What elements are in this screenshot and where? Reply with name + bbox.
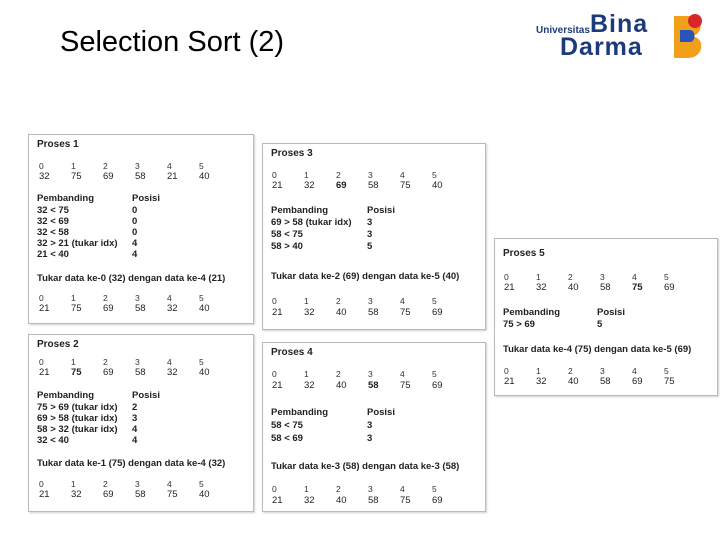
value-cell: 58 bbox=[368, 180, 379, 191]
index-row bbox=[39, 357, 231, 367]
index-row bbox=[39, 479, 231, 489]
value-cell: 58 bbox=[600, 376, 611, 387]
logo-universitas-text: Universitas bbox=[536, 25, 590, 36]
value-cell: 69 bbox=[632, 376, 643, 387]
value-cell: 58 bbox=[368, 495, 379, 506]
comparison-header: Pembanding bbox=[37, 390, 95, 401]
value-cell: 69 bbox=[664, 282, 675, 293]
process-panel-4 bbox=[262, 342, 486, 512]
value-cell: 21 bbox=[504, 376, 515, 387]
index-cell: 1 bbox=[304, 296, 309, 306]
comparison-text: 21 < 40 bbox=[37, 249, 69, 260]
after-values-row bbox=[504, 376, 696, 387]
position-value: 4 bbox=[132, 424, 138, 435]
after-values-row bbox=[39, 489, 231, 500]
index-cell: 5 bbox=[199, 293, 204, 303]
before-values-row bbox=[39, 171, 231, 182]
value-cell: 40 bbox=[199, 303, 210, 314]
index-cell: 5 bbox=[432, 170, 437, 180]
value-cell: 58 bbox=[135, 367, 146, 378]
index-cell: 2 bbox=[103, 479, 108, 489]
value-cell: 58 bbox=[135, 303, 146, 314]
index-cell: 1 bbox=[71, 161, 76, 171]
process-panel-2 bbox=[28, 334, 254, 512]
index-cell: 3 bbox=[135, 357, 140, 367]
logo-darma-text: Darma bbox=[560, 33, 643, 61]
index-cell: 1 bbox=[536, 272, 541, 282]
index-cell: 5 bbox=[664, 272, 669, 282]
value-cell: 40 bbox=[336, 495, 347, 506]
swap-text: Tukar data ke-1 (75) dengan data ke-4 (32) bbox=[37, 458, 226, 469]
panel-header: Proses 4 bbox=[271, 347, 313, 358]
index-cell: 5 bbox=[432, 484, 437, 494]
index-cell: 2 bbox=[103, 357, 108, 367]
value-cell: 21 bbox=[39, 367, 50, 378]
index-cell: 4 bbox=[400, 369, 405, 379]
index-row bbox=[272, 170, 464, 180]
index-row bbox=[272, 369, 464, 379]
value-cell: 32 bbox=[536, 282, 547, 293]
value-cell: 69 bbox=[432, 380, 443, 391]
value-cell: 32 bbox=[536, 376, 547, 387]
position-value: 5 bbox=[367, 241, 373, 252]
slide-title: Selection Sort (2) bbox=[60, 26, 285, 58]
index-cell: 1 bbox=[71, 293, 76, 303]
index-row bbox=[39, 161, 231, 171]
value-cell: 69 bbox=[336, 180, 347, 191]
position-header: Posisi bbox=[367, 407, 395, 418]
comparison-text: 75 > 69 (tukar idx) bbox=[37, 402, 118, 413]
value-cell: 58 bbox=[135, 171, 146, 182]
position-header: Posisi bbox=[597, 307, 625, 318]
index-cell: 3 bbox=[135, 161, 140, 171]
value-cell: 58 bbox=[600, 282, 611, 293]
position-header: Posisi bbox=[367, 205, 395, 216]
position-value: 3 bbox=[367, 217, 373, 228]
swap-text: Tukar data ke-2 (69) dengan data ke-5 (40) bbox=[271, 271, 460, 282]
comparison-text: 32 < 40 bbox=[37, 435, 69, 446]
index-cell: 0 bbox=[39, 161, 44, 171]
value-cell: 69 bbox=[103, 303, 114, 314]
position-value: 0 bbox=[132, 227, 138, 238]
index-cell: 4 bbox=[632, 366, 637, 376]
position-value: 3 bbox=[367, 420, 373, 431]
index-cell: 2 bbox=[336, 484, 341, 494]
position-value: 3 bbox=[367, 433, 373, 444]
index-row bbox=[272, 296, 464, 306]
index-cell: 4 bbox=[167, 293, 172, 303]
position-value: 0 bbox=[132, 205, 138, 216]
swap-text: Tukar data ke-3 (58) dengan data ke-3 (58) bbox=[271, 461, 460, 472]
process-panel-1 bbox=[28, 134, 254, 324]
index-cell: 0 bbox=[272, 484, 277, 494]
logo-bina-text: Bina bbox=[590, 10, 649, 38]
value-cell: 32 bbox=[304, 180, 315, 191]
position-value: 2 bbox=[132, 402, 138, 413]
before-values-row bbox=[504, 282, 696, 293]
index-row bbox=[504, 366, 696, 376]
value-cell: 21 bbox=[504, 282, 515, 293]
comparison-text: 69 > 58 (tukar idx) bbox=[271, 217, 352, 228]
index-cell: 2 bbox=[103, 293, 108, 303]
comparison-text: 32 < 69 bbox=[37, 216, 69, 227]
index-cell: 2 bbox=[336, 296, 341, 306]
value-cell: 75 bbox=[400, 180, 411, 191]
position-header: Posisi bbox=[132, 390, 160, 401]
index-cell: 4 bbox=[400, 484, 405, 494]
value-cell: 40 bbox=[568, 376, 579, 387]
index-cell: 1 bbox=[304, 484, 309, 494]
position-value: 3 bbox=[367, 229, 373, 240]
value-cell: 75 bbox=[167, 489, 178, 500]
comparison-header: Pembanding bbox=[37, 193, 95, 204]
value-cell: 75 bbox=[664, 376, 675, 387]
index-cell: 2 bbox=[336, 170, 341, 180]
comparison-header: Pembanding bbox=[503, 307, 561, 318]
value-cell: 21 bbox=[39, 303, 50, 314]
value-cell: 32 bbox=[304, 307, 315, 318]
process-panel-5 bbox=[494, 238, 718, 396]
index-cell: 5 bbox=[199, 161, 204, 171]
before-values-row bbox=[272, 380, 464, 391]
index-cell: 3 bbox=[368, 369, 373, 379]
value-cell: 32 bbox=[304, 495, 315, 506]
swap-text: Tukar data ke-4 (75) dengan data ke-5 (69) bbox=[503, 344, 692, 355]
index-cell: 5 bbox=[432, 369, 437, 379]
value-cell: 40 bbox=[336, 380, 347, 391]
index-cell: 0 bbox=[272, 369, 277, 379]
comparison-text: 69 > 58 (tukar idx) bbox=[37, 413, 118, 424]
value-cell: 69 bbox=[432, 495, 443, 506]
index-cell: 0 bbox=[39, 357, 44, 367]
value-cell: 69 bbox=[103, 171, 114, 182]
index-row bbox=[272, 484, 464, 494]
index-cell: 4 bbox=[400, 296, 405, 306]
index-cell: 3 bbox=[600, 366, 605, 376]
value-cell: 69 bbox=[432, 307, 443, 318]
index-cell: 5 bbox=[199, 479, 204, 489]
index-cell: 1 bbox=[304, 170, 309, 180]
position-value: 4 bbox=[132, 249, 138, 260]
index-cell: 0 bbox=[504, 272, 509, 282]
index-cell: 1 bbox=[71, 357, 76, 367]
index-cell: 3 bbox=[368, 170, 373, 180]
position-value: 0 bbox=[132, 216, 138, 227]
value-cell: 32 bbox=[39, 171, 50, 182]
value-cell: 75 bbox=[400, 307, 411, 318]
position-header: Posisi bbox=[132, 193, 160, 204]
after-values-row bbox=[39, 303, 231, 314]
index-row bbox=[504, 272, 696, 282]
process-panel-3 bbox=[262, 143, 486, 330]
index-cell: 0 bbox=[504, 366, 509, 376]
value-cell: 40 bbox=[568, 282, 579, 293]
value-cell: 69 bbox=[103, 367, 114, 378]
value-cell: 21 bbox=[167, 171, 178, 182]
index-cell: 4 bbox=[632, 272, 637, 282]
panel-header: Proses 1 bbox=[37, 139, 79, 150]
position-value: 5 bbox=[597, 319, 603, 330]
comparison-text: 58 > 40 bbox=[271, 241, 303, 252]
value-cell: 40 bbox=[199, 171, 210, 182]
comparison-text: 58 < 75 bbox=[271, 229, 303, 240]
logo-emblem-icon bbox=[670, 12, 706, 60]
after-values-row bbox=[272, 495, 464, 506]
value-cell: 40 bbox=[432, 180, 443, 191]
value-cell: 75 bbox=[400, 495, 411, 506]
index-cell: 2 bbox=[103, 161, 108, 171]
index-cell: 2 bbox=[568, 272, 573, 282]
value-cell: 40 bbox=[199, 489, 210, 500]
value-cell: 58 bbox=[368, 307, 379, 318]
before-values-row bbox=[39, 367, 231, 378]
comparison-header: Pembanding bbox=[271, 407, 329, 418]
index-cell: 0 bbox=[272, 296, 277, 306]
panel-header: Proses 5 bbox=[503, 248, 545, 259]
value-cell: 21 bbox=[272, 307, 283, 318]
after-values-row bbox=[272, 307, 464, 318]
comparison-text: 58 < 69 bbox=[271, 433, 303, 444]
value-cell: 58 bbox=[368, 380, 379, 391]
index-cell: 4 bbox=[167, 161, 172, 171]
comparison-text: 32 > 21 (tukar idx) bbox=[37, 238, 118, 249]
swap-text: Tukar data ke-0 (32) dengan data ke-4 (21) bbox=[37, 273, 226, 284]
comparison-text: 58 > 32 (tukar idx) bbox=[37, 424, 118, 435]
index-cell: 1 bbox=[304, 369, 309, 379]
value-cell: 75 bbox=[632, 282, 643, 293]
value-cell: 40 bbox=[199, 367, 210, 378]
value-cell: 75 bbox=[400, 380, 411, 391]
index-cell: 3 bbox=[368, 296, 373, 306]
panel-header: Proses 3 bbox=[271, 148, 313, 159]
university-logo bbox=[532, 10, 710, 62]
index-cell: 0 bbox=[39, 479, 44, 489]
value-cell: 40 bbox=[336, 307, 347, 318]
value-cell: 32 bbox=[304, 380, 315, 391]
index-cell: 2 bbox=[568, 366, 573, 376]
value-cell: 75 bbox=[71, 171, 82, 182]
index-cell: 3 bbox=[135, 479, 140, 489]
comparison-text: 32 < 58 bbox=[37, 227, 69, 238]
value-cell: 21 bbox=[272, 380, 283, 391]
value-cell: 21 bbox=[272, 180, 283, 191]
index-cell: 2 bbox=[336, 369, 341, 379]
index-cell: 0 bbox=[272, 170, 277, 180]
value-cell: 75 bbox=[71, 367, 82, 378]
index-cell: 0 bbox=[39, 293, 44, 303]
before-values-row bbox=[272, 180, 464, 191]
index-cell: 4 bbox=[167, 479, 172, 489]
index-row bbox=[39, 293, 231, 303]
position-value: 4 bbox=[132, 435, 138, 446]
index-cell: 5 bbox=[664, 366, 669, 376]
comparison-header: Pembanding bbox=[271, 205, 329, 216]
value-cell: 58 bbox=[135, 489, 146, 500]
index-cell: 1 bbox=[536, 366, 541, 376]
index-cell: 3 bbox=[135, 293, 140, 303]
index-cell: 5 bbox=[432, 296, 437, 306]
comparison-text: 75 > 69 bbox=[503, 319, 535, 330]
value-cell: 32 bbox=[167, 367, 178, 378]
position-value: 4 bbox=[132, 238, 138, 249]
comparison-text: 58 < 75 bbox=[271, 420, 303, 431]
value-cell: 32 bbox=[71, 489, 82, 500]
index-cell: 3 bbox=[368, 484, 373, 494]
value-cell: 69 bbox=[103, 489, 114, 500]
comparison-text: 32 < 75 bbox=[37, 205, 69, 216]
index-cell: 3 bbox=[600, 272, 605, 282]
panel-header: Proses 2 bbox=[37, 339, 79, 350]
index-cell: 4 bbox=[400, 170, 405, 180]
value-cell: 32 bbox=[167, 303, 178, 314]
index-cell: 1 bbox=[71, 479, 76, 489]
value-cell: 21 bbox=[272, 495, 283, 506]
index-cell: 5 bbox=[199, 357, 204, 367]
position-value: 3 bbox=[132, 413, 138, 424]
index-cell: 4 bbox=[167, 357, 172, 367]
value-cell: 21 bbox=[39, 489, 50, 500]
value-cell: 75 bbox=[71, 303, 82, 314]
